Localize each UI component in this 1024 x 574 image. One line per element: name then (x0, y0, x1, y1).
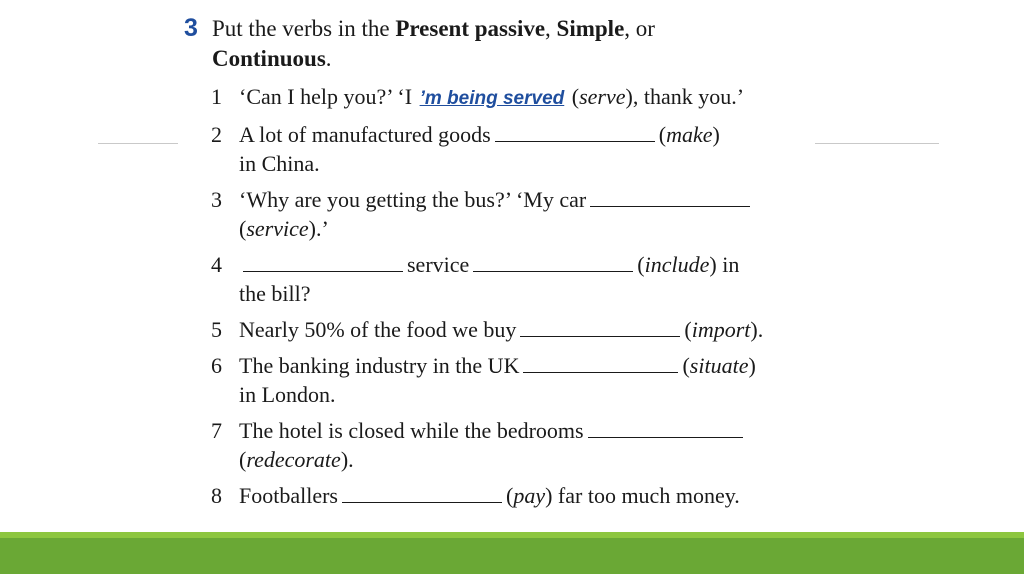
item-number: 3 (211, 187, 222, 212)
item-text: ). (340, 447, 354, 472)
item-text: The banking industry in the UK (239, 353, 520, 378)
exercise-number: 3 (184, 14, 198, 42)
example-answer: ’m being served (419, 88, 565, 109)
item-text: ) (712, 122, 720, 147)
item-text: ) in (709, 252, 740, 277)
verb-hint: import (691, 317, 751, 342)
item-number: 5 (211, 317, 222, 342)
verb-hint: pay (513, 483, 546, 508)
exercise (184, 14, 824, 517)
item-number: 8 (211, 483, 222, 508)
answer-blank[interactable] (243, 251, 403, 272)
item-text: ) far too much money. (545, 483, 740, 508)
right-divider (815, 143, 939, 144)
exercise-item: 7 The hotel is closed while the bedrooms (redecorate). (211, 416, 824, 474)
answer-blank[interactable] (342, 482, 502, 503)
left-divider (98, 143, 178, 144)
exercise-item: 4 service (include) in the bill? (211, 252, 740, 306)
verb-hint: situate (689, 353, 749, 378)
verb-hint: redecorate (246, 447, 341, 472)
exercise-item: 3 ‘Why are you getting the bus?’ ‘My car (service).’ (211, 185, 824, 243)
item-text: service (407, 252, 470, 277)
answer-blank[interactable] (523, 352, 678, 373)
instruction-bold: Simple (556, 16, 625, 41)
answer-blank[interactable] (495, 121, 655, 142)
verb-hint: make (666, 122, 713, 147)
exercise-item: 8 Footballers (pay) far too much money. (211, 483, 740, 508)
item-text: ).’ (308, 216, 329, 241)
answer-blank[interactable] (588, 417, 743, 438)
item-number: 1 (211, 84, 222, 109)
exercise-items (184, 82, 824, 510)
answer-blank[interactable] (520, 316, 680, 337)
item-text: The hotel is closed while the bedrooms (239, 418, 584, 443)
item-text: in China. (239, 151, 320, 176)
item-text: the bill? (239, 281, 311, 306)
item-text: ) (748, 353, 756, 378)
instruction-part: , or (624, 16, 655, 41)
instruction-part: . (325, 46, 332, 71)
item-text: Nearly 50% of the food we buy (239, 317, 517, 342)
item-text: ‘Can I help you?’ ‘I (239, 84, 413, 109)
item-text: ), thank you.’ (625, 84, 745, 109)
item-text: Footballers (239, 483, 338, 508)
answer-blank[interactable] (473, 251, 633, 272)
exercise-header (184, 14, 824, 74)
item-number: 4 (211, 252, 222, 277)
instruction-bold: Continuous (212, 46, 326, 71)
answer-blank[interactable] (590, 186, 750, 207)
footer-band (0, 538, 1024, 574)
exercise-item: 1 ‘Can I help you?’ ‘I ’m being served (serve), thank you.’ (211, 84, 745, 109)
item-text: ‘Why are you getting the bus?’ ‘My car (239, 187, 587, 212)
exercise-item: 6 The banking industry in the UK (situate) in London. (211, 353, 756, 407)
item-number: 6 (211, 353, 222, 378)
instruction-bold: Present passive (395, 16, 546, 41)
exercise-item: 2 A lot of manufactured goods (make) in China. (211, 122, 720, 176)
item-text: in London. (239, 382, 336, 407)
item-number: 2 (211, 122, 222, 147)
verb-hint: service (246, 216, 309, 241)
verb-hint: serve (579, 84, 626, 109)
instruction-text (212, 16, 655, 71)
instruction-part: Put the verbs in the (212, 16, 396, 41)
exercise-item: 5 Nearly 50% of the food we buy (import). (211, 317, 764, 342)
instruction-part: , (545, 16, 557, 41)
item-text: ). (750, 317, 764, 342)
item-text: A lot of manufactured goods (239, 122, 491, 147)
verb-hint: include (644, 252, 710, 277)
item-number: 7 (211, 418, 222, 443)
